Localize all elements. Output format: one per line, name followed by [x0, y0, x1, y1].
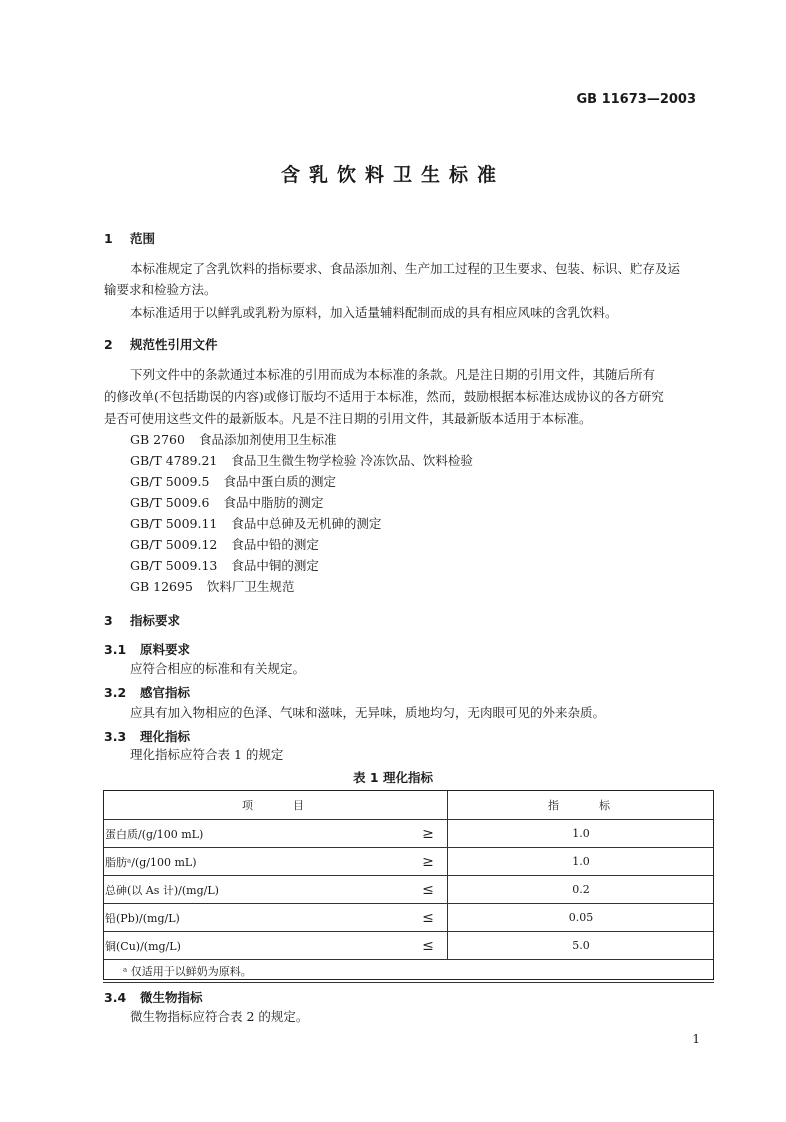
section-2-heading: 2 规范性引用文件 [104, 337, 218, 352]
section-1-heading: 1 范围 [104, 231, 156, 246]
section-2-para-b: 的修改单(不包括勘误的内容)或修订版均不适用于本标准，然而，鼓励根据本标准达成协议的各方研究 [104, 389, 664, 404]
reference-item: GB/T 5009.5 食品中蛋白质的测定 [130, 474, 336, 489]
table-row: 总砷(以 As 计)/(mg/L) ≤ 0.2 [103, 876, 714, 904]
page-number: 1 [692, 1032, 700, 1046]
reference-item: GB/T 4789.21 食品卫生微生物学检验 冷冻饮品、饮料检验 [130, 453, 473, 468]
section-3-1-text: 应符合相应的标准和有关规定。 [130, 661, 306, 676]
section-3-heading: 3 指标要求 [104, 613, 181, 628]
reference-item: GB/T 5009.12 食品中铅的测定 [130, 537, 319, 552]
table-row: 脂肪ᵃ/(g/100 mL) ≥ 1.0 [103, 848, 714, 876]
section-3-3-text: 理化指标应符合表 1 的规定 [130, 747, 284, 762]
section-3-4-text: 微生物指标应符合表 2 的规定。 [130, 1009, 309, 1024]
section-2-para-a: 下列文件中的条款通过本标准的引用而成为本标准的条款。凡是注日期的引用文件，其随后所有 [130, 367, 656, 382]
physicochemical-table [103, 790, 714, 983]
reference-item: GB/T 5009.6 食品中脂肪的测定 [130, 495, 324, 510]
section-1-para-2: 本标准适用于以鲜乳或乳粉为原料，加入适量辅料配制而成的具有相应风味的含乳饮料。 [130, 305, 618, 320]
reference-item: GB/T 5009.11 食品中总砷及无机砷的测定 [130, 516, 382, 531]
section-3-1-heading: 3.1 原料要求 [104, 642, 191, 657]
header-index: 指标 [448, 791, 715, 820]
table-footnote: ᵃ 仅适用于以鲜奶为原料。 [103, 960, 714, 983]
table-header-row [103, 791, 714, 820]
table-footnote-row [103, 960, 714, 983]
table-row: 铜(Cu)/(mg/L) ≤ 5.0 [103, 932, 714, 960]
page-title: 含乳饮料卫生标准 [280, 164, 505, 186]
standard-code: GB 11673—2003 [576, 92, 696, 107]
section-1-para-1a: 本标准规定了含乳饮料的指标要求、食品添加剂、生产加工过程的卫生要求、包装、标识、贮存及运 [130, 261, 681, 276]
section-2-para-c: 是否可使用这些文件的最新版本。凡是不注日期的引用文件，其最新版本适用于本标准。 [104, 411, 592, 426]
section-3-4-heading: 3.4 微生物指标 [104, 990, 203, 1005]
section-3-2-heading: 3.2 感官指标 [104, 685, 191, 700]
table-row: 蛋白质/(g/100 mL) ≥ 1.0 [103, 820, 714, 848]
table-row: 铅(Pb)/(mg/L) ≤ 0.05 [103, 904, 714, 932]
section-3-3-heading: 3.3 理化指标 [104, 729, 191, 744]
table-1-caption: 表 1 理化指标 [353, 770, 433, 785]
header-item: 项目 [103, 791, 448, 820]
reference-item: GB/T 5009.13 食品中铜的测定 [130, 558, 319, 573]
reference-item: GB 2760 食品添加剂使用卫生标准 [130, 432, 337, 447]
section-1-para-1b: 输要求和检验方法。 [104, 282, 217, 297]
section-3-2-text: 应具有加入物相应的色泽、气味和滋味，无异味，质地均匀，无肉眼可见的外来杂质。 [130, 705, 606, 720]
reference-item: GB 12695 饮料厂卫生规范 [130, 579, 295, 594]
